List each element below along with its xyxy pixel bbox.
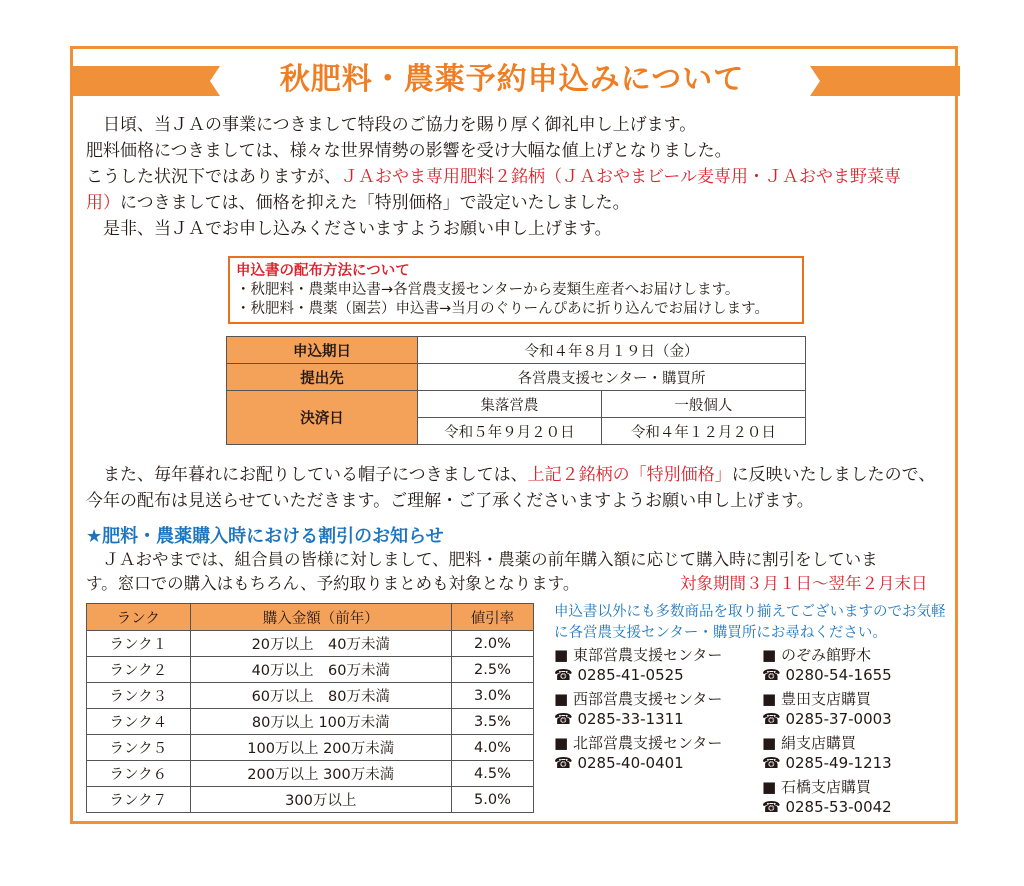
- hat-paragraph: また、毎年暮れにお配りしている帽子につきましては、上記２銘柄の「特別価格」に反映いたしましたので、 今年の配布は見送らせていただきます。ご理解・ご了承くださいますようお願い申し上げます。: [86, 465, 936, 511]
- notice-item: ・秋肥料・農薬（園芸）申込書→当月のぐりーんぴあに折り込んでお届けします。: [236, 301, 769, 317]
- deadline-label: 申込期日: [227, 337, 418, 364]
- office-entry: ■ 豊田支店購買 ☎ 0285-37-0003: [762, 689, 892, 729]
- office-entry: ■ のぞみ館野木 ☎ 0280-54-1655: [762, 645, 892, 685]
- phone-icon: ☎ 0285-40-0401: [554, 753, 722, 773]
- amount-header: 購入金額（前年）: [190, 604, 451, 631]
- office-entry: ■ 東部営農支援センター ☎ 0285-41-0525: [554, 645, 722, 685]
- rank-header: ランク: [87, 604, 191, 631]
- settle-group-header: 集落営農: [418, 391, 602, 418]
- discount-period: 対象期間３月１日～翌年２月末日: [680, 574, 928, 593]
- rank-table: [86, 603, 534, 813]
- settle-label: 決済日: [227, 391, 418, 445]
- schedule-table: [226, 336, 806, 445]
- distribution-notice-box: [228, 256, 804, 324]
- phone-icon: ☎ 0285-37-0003: [762, 709, 892, 729]
- settle-individual-header: 一般個人: [601, 391, 805, 418]
- phone-icon: ☎ 0285-33-1311: [554, 709, 722, 729]
- page-title: 秋肥料・農薬予約申込みについて: [0, 58, 1024, 102]
- submit-label: 提出先: [227, 364, 418, 391]
- deadline-value: 令和４年８月１９日（金）: [418, 337, 806, 364]
- phone-icon: ☎ 0285-49-1213: [762, 753, 892, 773]
- office-entry: ■ 絹支店購買 ☎ 0285-49-1213: [762, 733, 892, 773]
- discount-paragraph: ＪＡおやまでは、組合員の皆様に対しまして、肥料・農薬の前年購入額に応じて購入時に割引をしていま す。窓口での購入はもちろん、予約取りまとめも対象となります。: [86, 550, 878, 593]
- rate-header: 値引率: [451, 604, 533, 631]
- notice-item: ・秋肥料・農薬申込書→各営農支援センターから麦類生産者へお届けします。: [236, 282, 740, 298]
- table-row: ランク４ 80万以上 100万未満 3.5%: [87, 709, 534, 735]
- phone-icon: ☎ 0280-54-1655: [762, 665, 892, 685]
- intro-paragraph: 日頃、当ＪＡの事業につきまして特段のご協力を賜り厚く御礼申し上げます。 肥料価格につきましては、様々な世界情勢の影響を受け大幅な値上げとなりました。 こうした状況下ではありますが、ＪＡおやま専用肥料２銘柄（ＪＡおやまビール麦専用・ＪＡおやま野菜専 用）につきましては、価格を抑えた「特別価格」で設定いたしました。 是非、当ＪＡでお申し込みくださいますようお願い申し上げます。: [86, 115, 901, 239]
- table-row: ランク２ 40万以上 60万未満 2.5%: [87, 657, 534, 683]
- table-row: ランク３ 60万以上 80万未満 3.0%: [87, 683, 534, 709]
- table-row: ランク５ 100万以上 200万未満 4.0%: [87, 735, 534, 761]
- phone-icon: ☎ 0285-53-0042: [762, 797, 892, 817]
- office-entry: ■ 北部営農支援センター ☎ 0285-40-0401: [554, 733, 722, 773]
- submit-value: 各営農支援センター・購買所: [418, 364, 806, 391]
- notice-heading: 申込書の配布方法について: [236, 263, 410, 279]
- settle-group-date: 令和５年９月２０日: [418, 418, 602, 445]
- table-row: ランク７ 300万以上 5.0%: [87, 787, 534, 813]
- table-row: ランク６ 200万以上 300万未満 4.5%: [87, 761, 534, 787]
- office-entry: ■ 石橋支店購買 ☎ 0285-53-0042: [762, 777, 892, 817]
- table-row: ランク１ 20万以上 40万未満 2.0%: [87, 631, 534, 657]
- phone-icon: ☎ 0285-41-0525: [554, 665, 722, 685]
- discount-heading: ★肥料・農薬購入時における割引のお知らせ: [86, 526, 444, 547]
- office-entry: ■ 西部営農支援センター ☎ 0285-33-1311: [554, 689, 722, 729]
- settle-individual-date: 令和４年１２月２０日: [601, 418, 805, 445]
- contact-note: 申込書以外にも多数商品を取り揃えてございますのでお気軽 に各営農支援センター・購買所にお尋ねください。: [554, 604, 946, 641]
